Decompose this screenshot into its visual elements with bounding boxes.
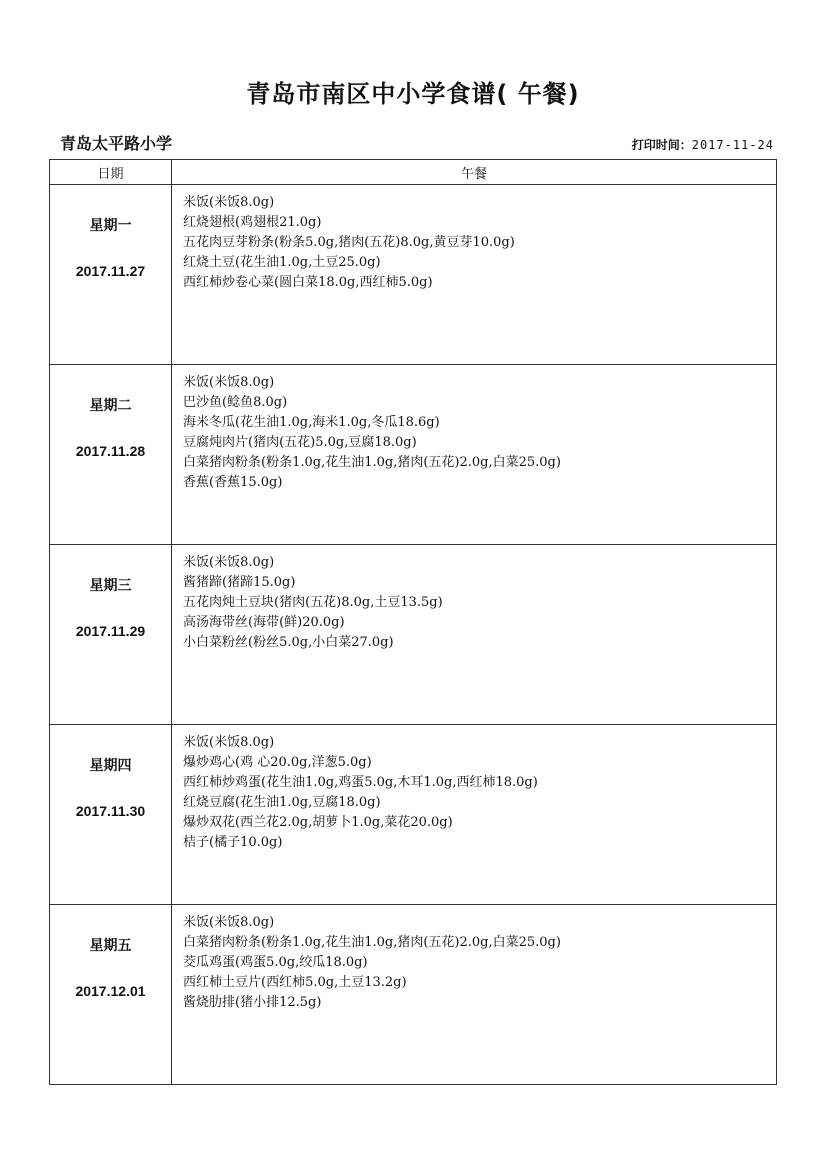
- dish-item: 五花肉豆芽粉条(粉条5.0g,猪肉(五花)8.0g,黄豆芽10.0g): [183, 235, 515, 250]
- dish-item: 红烧豆腐(花生油1.0g,豆腐18.0g): [183, 795, 381, 810]
- dish-item: 海米冬瓜(花生油1.0g,海米1.0g,冬瓜18.6g): [183, 415, 440, 430]
- weekday-label: 星期二: [89, 398, 132, 414]
- day-date: 2017.11.28: [75, 443, 146, 459]
- dish-item: 爆炒双花(西兰花2.0g,胡萝卜1.0g,菜花20.0g): [183, 815, 453, 830]
- dish-item: 白菜猪肉粉条(粉条1.0g,花生油1.0g,猪肉(五花)2.0g,白菜25.0g): [183, 455, 561, 470]
- dish-item: 红烧土豆(花生油1.0g,土豆25.0g): [183, 255, 381, 270]
- dish-item: 五花肉炖土豆块(猪肉(五花)8.0g,土豆13.5g): [183, 595, 443, 610]
- table-header-row: [50, 160, 777, 185]
- dish-item: 爆炒鸡心(鸡 心20.0g,洋葱5.0g): [183, 755, 372, 770]
- meal-cell: [172, 185, 777, 365]
- date-cell: [50, 185, 172, 365]
- page-title: 青岛市南区中小学食谱( 午餐): [246, 80, 580, 108]
- date-cell: [50, 365, 172, 545]
- menu-body: [50, 185, 777, 1085]
- dish-item: 米饭(米饭8.0g): [183, 195, 275, 210]
- table-row: [50, 365, 777, 545]
- day-date: 2017.11.29: [75, 623, 146, 639]
- dish-item: 酱猪蹄(猪蹄15.0g): [183, 575, 296, 590]
- table-row: [50, 905, 777, 1085]
- table-row: [50, 185, 777, 365]
- dish-item: 茭瓜鸡蛋(鸡蛋5.0g,绞瓜18.0g): [183, 955, 368, 970]
- date-cell: [50, 905, 172, 1085]
- table-row: [50, 545, 777, 725]
- weekday-label: 星期三: [89, 578, 132, 594]
- dish-item: 巴沙鱼(鲶鱼8.0g): [183, 395, 288, 410]
- table-row: [50, 725, 777, 905]
- weekday-label: 星期一: [89, 218, 132, 234]
- dish-item: 高汤海带丝(海带(鲜)20.0g): [183, 615, 345, 630]
- date-cell: [50, 545, 172, 725]
- day-date: 2017.11.30: [75, 803, 146, 819]
- meal-cell: [172, 725, 777, 905]
- print-time-value: 2017-11-24: [691, 138, 774, 152]
- dish-item: 桔子(橘子10.0g): [183, 835, 283, 850]
- header-date: 日期: [50, 160, 172, 185]
- dish-item: 西红柿土豆片(西红柿5.0g,土豆13.2g): [183, 975, 407, 990]
- header-meal: 午餐: [172, 160, 777, 185]
- dish-item: 酱烧肋排(猪小排12.5g): [183, 995, 322, 1010]
- dish-item: 香蕉(香蕉15.0g): [183, 475, 283, 490]
- meal-cell: [172, 905, 777, 1085]
- weekday-label: 星期四: [89, 758, 132, 774]
- weekday-label: 星期五: [89, 938, 132, 954]
- dish-item: 米饭(米饭8.0g): [183, 555, 275, 570]
- dish-item: 西红柿炒卷心菜(圆白菜18.0g,西红柿5.0g): [183, 275, 433, 290]
- dish-item: 红烧翅根(鸡翅根21.0g): [183, 215, 322, 230]
- school-name: 青岛太平路小学: [60, 134, 173, 153]
- dish-item: 米饭(米饭8.0g): [183, 735, 275, 750]
- dish-item: 小白菜粉丝(粉丝5.0g,小白菜27.0g): [183, 635, 394, 650]
- dish-item: 白菜猪肉粉条(粉条1.0g,花生油1.0g,猪肉(五花)2.0g,白菜25.0g): [183, 935, 561, 950]
- dish-item: 豆腐炖肉片(猪肉(五花)5.0g,豆腐18.0g): [183, 435, 417, 450]
- dish-item: 西红柿炒鸡蛋(花生油1.0g,鸡蛋5.0g,木耳1.0g,西红柿18.0g): [183, 775, 538, 790]
- date-cell: [50, 725, 172, 905]
- day-date: 2017.12.01: [75, 983, 146, 999]
- meal-cell: [172, 545, 777, 725]
- day-date: 2017.11.27: [75, 263, 146, 279]
- dish-item: 米饭(米饭8.0g): [183, 915, 275, 930]
- print-time: [632, 136, 774, 153]
- meal-cell: [172, 365, 777, 545]
- menu-table: [49, 159, 777, 1085]
- print-time-label: 打印时间：: [631, 138, 692, 152]
- dish-item: 米饭(米饭8.0g): [183, 375, 275, 390]
